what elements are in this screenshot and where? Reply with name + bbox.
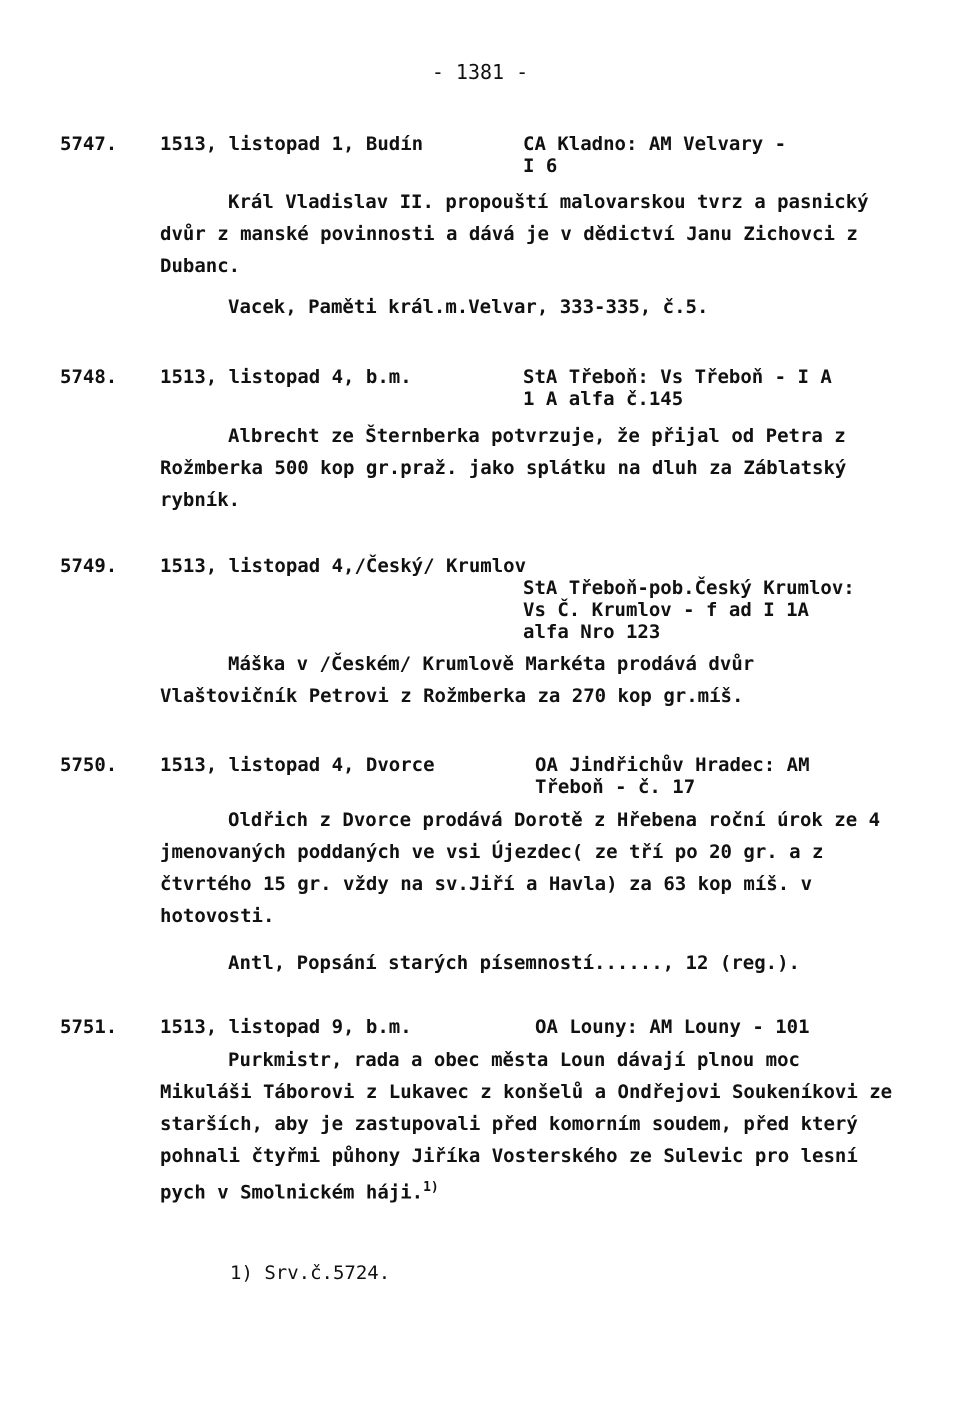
entry-date-place: 1513, listopad 4,/Český/ Krumlov: [160, 555, 527, 577]
entry-number: 5747.: [60, 133, 118, 155]
entry-source: CA Kladno: AM Velvary - I 6: [523, 133, 787, 177]
entry-source: OA Jindřichův Hradec: AM Třeboň - č. 17: [535, 754, 810, 798]
entry-source: StA Třeboň-pob.Český Krumlov: Vs Č. Krumlov - f ad I 1A alfa Nro 123: [523, 577, 855, 643]
page-number: - 1381 -: [431, 60, 529, 84]
entry-date-place: 1513, listopad 9, b.m.: [160, 1016, 412, 1038]
entry-date-place: 1513, listopad 1, Budín: [160, 133, 424, 155]
entry-text: Albrecht ze Šternberka potvrzuje, že přijal od Petra z Rožmberka 500 kop gr.praž. jako splátku na dluh za Záblatský rybník.: [160, 425, 847, 511]
footnote: 1) Srv.č.5724.: [230, 1262, 391, 1284]
entry-text: Purkmistr, rada a obec města Loun dávají plnou moc Mikuláši Táborovi z Lukavec z konšelů a Ondřejovi Soukeníkovi ze starších, aby je zastupovali před komorním soudem, před který pohnali čtyřmi půhony Jiříka Vosterského ze Sulevic pro lesní pych v Smolnickém háji.: [160, 1049, 893, 1204]
entry-text: Oldřich z Dvorce prodává Dorotě z Hřebena roční úrok ze 4 jmenovaných poddaných ve vsi Újezdec( ze tří po 20 gr. a z čtvrtého 15 gr. vždy na sv.Jiří a Havla) za 63 kop míš. v hotovosti.: [160, 809, 881, 927]
entry-number: 5751.: [60, 1016, 118, 1038]
entry-text: Král Vladislav II. propouští malovarskou tvrz a pasnický dvůr z manské povinnosti a dává je v dědictví Janu Zichovci z Dubanc.: [160, 191, 869, 277]
entry-source: StA Třeboň: Vs Třeboň - I A 1 A alfa č.145: [523, 366, 832, 410]
entry-number: 5749.: [60, 555, 118, 577]
entry-literature: Antl, Popsání starých písemností......, 12 (reg.).: [228, 952, 800, 974]
entry-text: Máška v /Českém/ Krumlově Markéta prodává dvůr Vlaštovičník Petrovi z Rožmberka za 270 kop gr.míš.: [160, 653, 755, 707]
entry-number: 5750.: [60, 754, 118, 776]
entry-text-block: [160, 1044, 900, 1208]
entry-date-place: 1513, listopad 4, Dvorce: [160, 754, 435, 776]
entry-source: OA Louny: AM Louny - 101: [535, 1016, 810, 1038]
entry-number: 5748.: [60, 366, 118, 388]
footnote-mark: 1): [423, 1180, 439, 1195]
entry-literature: Vacek, Paměti král.m.Velvar, 333-335, č.5.: [228, 296, 709, 318]
entry-date-place: 1513, listopad 4, b.m.: [160, 366, 412, 388]
